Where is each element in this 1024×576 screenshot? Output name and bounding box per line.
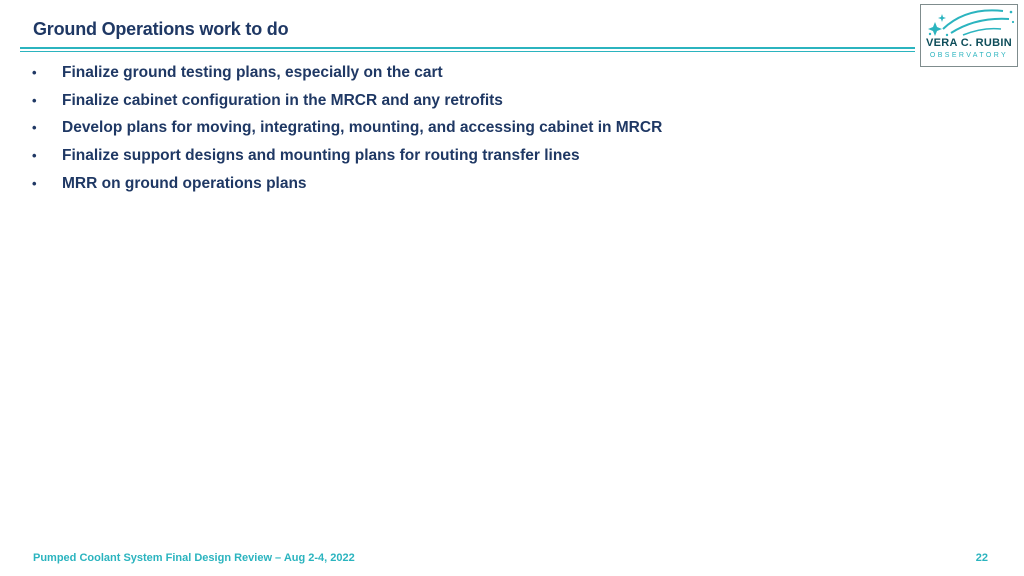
bullet-item	[28, 62, 662, 90]
bullet-marker: •	[32, 148, 37, 164]
logo-star-trails-icon	[921, 5, 1019, 39]
title-underline-thin	[20, 51, 915, 52]
bullet-item	[28, 173, 662, 201]
footer-text: Pumped Coolant System Final Design Review – Aug 2-4, 2022	[33, 552, 355, 564]
bullet-text: Finalize ground testing plans, especially on the cart	[62, 64, 443, 81]
title-underline	[20, 47, 915, 53]
rubin-observatory-logo	[920, 4, 1018, 67]
bullet-marker: •	[32, 120, 37, 136]
bullet-text: Develop plans for moving, integrating, mounting, and accessing cabinet in MRCR	[62, 119, 663, 137]
bullet-marker: •	[32, 92, 37, 108]
bullet-marker: •	[32, 175, 37, 191]
bullet-list	[28, 62, 662, 200]
bullet-item	[28, 90, 662, 118]
bullet-text: MRR on ground operations plans	[62, 174, 307, 192]
page-number: 22	[975, 552, 988, 564]
slide-title: Ground Operations work to do	[33, 19, 289, 39]
logo-subtitle: OBSERVATORY	[929, 52, 1009, 59]
logo-name: VERA C. RUBIN	[926, 37, 1012, 49]
bullet-text: Finalize cabinet configuration in the MRCR and any retrofits	[62, 91, 503, 109]
bullet-item	[28, 145, 662, 173]
title-underline-thick	[20, 47, 915, 49]
bullet-text: Finalize support designs and mounting plans for routing transfer lines	[62, 147, 580, 165]
bullet-marker: •	[32, 65, 37, 80]
bullet-item	[28, 117, 662, 145]
